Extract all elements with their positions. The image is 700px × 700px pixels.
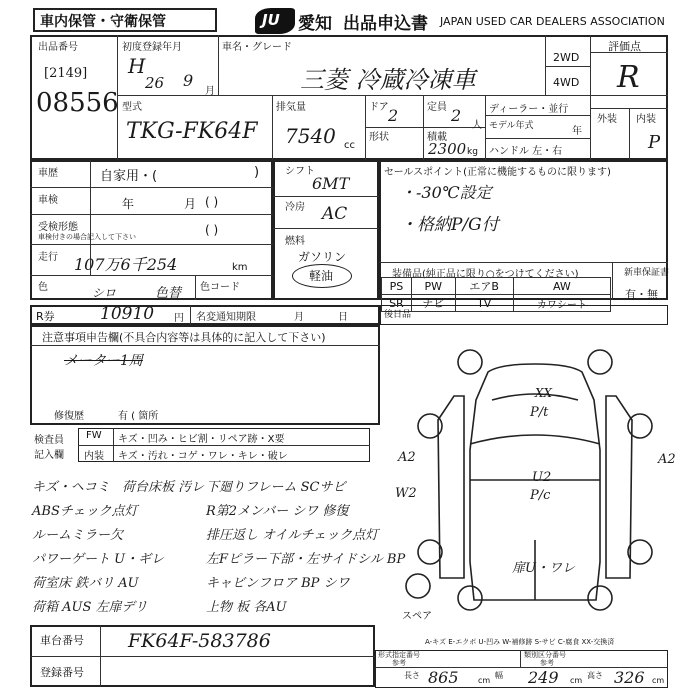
inspector-label2: 記入欄 bbox=[34, 450, 64, 461]
diag-spare: スペア bbox=[402, 611, 432, 622]
load-value: 2300 bbox=[428, 140, 467, 158]
inspection-year: 年 bbox=[122, 197, 135, 211]
spare-wheel bbox=[406, 574, 430, 598]
inspector-nai: 内装 bbox=[84, 451, 104, 462]
inspector-note-0-1: 荷台床板 汚レ bbox=[122, 480, 205, 495]
recycle-unit: 円 bbox=[174, 313, 184, 324]
drive-2wd: 2WD bbox=[553, 51, 580, 64]
model-value: TKG-FK64F bbox=[126, 119, 258, 144]
height-label: 高さ bbox=[587, 671, 603, 680]
color-value2: 色替 bbox=[155, 286, 182, 301]
interior-value: P bbox=[648, 132, 661, 153]
recycle-value: 10910 bbox=[100, 304, 155, 324]
inspector-note-0-0: キズ・ヘコミ bbox=[32, 480, 110, 495]
grade-label: 評価点 bbox=[608, 40, 641, 53]
mileage-unit: km bbox=[232, 262, 248, 273]
transfer-paren: ( ) bbox=[205, 223, 219, 237]
diag-center: U2 bbox=[532, 470, 552, 485]
inspector-note-5-0: 荷箱 AUS 左扉デリ bbox=[32, 600, 148, 615]
reg-number-label: 登録番号 bbox=[40, 666, 84, 679]
length-unit: cm bbox=[478, 676, 491, 685]
registration-year: 26 bbox=[145, 74, 165, 92]
capacity-unit: 人 bbox=[472, 120, 482, 131]
equip-leather: カワシート bbox=[513, 295, 610, 312]
lot-number: 08556 bbox=[36, 88, 119, 118]
fuel-label: 燃料 bbox=[285, 236, 305, 247]
remarks-label: 後日品 bbox=[384, 310, 412, 320]
inspector-note-4-2: キャビンフロア BP シワ bbox=[206, 576, 350, 591]
notes-label: 注意事項申告欄(不具合内容等は具体的に記入して下さい) bbox=[42, 331, 326, 344]
chassis-label: 車台番号 bbox=[40, 634, 84, 647]
doors-value: 2 bbox=[388, 106, 399, 125]
brand-name: 愛知 bbox=[298, 14, 332, 34]
doors-label: ドア bbox=[369, 102, 389, 113]
diag-left2: W2 bbox=[395, 486, 417, 501]
handle-label: ハンドル 左・右 bbox=[489, 146, 563, 157]
warranty-value: 有・無 bbox=[625, 288, 658, 301]
shift-label: シフト bbox=[285, 166, 315, 177]
length-value: 865 bbox=[428, 668, 459, 687]
inspection-month: 月 bbox=[184, 197, 197, 211]
model-year-label: モデル年式 bbox=[489, 121, 534, 131]
mileage-label: 走行 bbox=[38, 252, 58, 263]
inspector-fw: FW bbox=[86, 430, 102, 441]
tax-label: 名変通知期限 bbox=[196, 312, 256, 323]
shift-value: 6MT bbox=[312, 174, 350, 193]
model-year-suffix: 年 bbox=[572, 126, 582, 137]
aircon-value: AC bbox=[322, 204, 348, 224]
inspector-note-5-2: 上物 板 各AU bbox=[206, 600, 287, 615]
load-label: 積載 bbox=[427, 132, 447, 143]
tax-day: 日 bbox=[338, 312, 348, 323]
tax-month: 月 bbox=[294, 312, 304, 323]
diag-left: A2 bbox=[398, 450, 416, 465]
transfer-label: 受検形態 bbox=[38, 222, 78, 233]
form-title: 出品申込書 bbox=[343, 14, 428, 34]
fuel-selected: 軽油 bbox=[309, 269, 334, 283]
registration-month-unit: 月 bbox=[205, 86, 215, 97]
vehicle-label: 車名・グレード bbox=[222, 42, 292, 53]
wheel-rl bbox=[418, 540, 442, 564]
interior-label: 内装 bbox=[636, 114, 656, 125]
equip-airbag: エアB bbox=[455, 278, 513, 295]
length-label: 長さ bbox=[404, 671, 420, 680]
inspector-note-3-2: 左Fピラー下部・左サイドシル BP bbox=[206, 552, 406, 567]
registration-month: 9 bbox=[183, 71, 194, 90]
inspector-note-2-0: ルームミラー欠 bbox=[32, 528, 124, 543]
equip-aw: AW bbox=[513, 278, 610, 295]
recycle-label: R券 bbox=[36, 310, 55, 323]
color-code-label: 色コード bbox=[200, 282, 240, 293]
chassis-value: FK64F-583786 bbox=[128, 630, 271, 652]
load-unit: kg bbox=[467, 147, 478, 157]
height-unit: cm bbox=[652, 676, 665, 685]
inspector-note-1-0: ABSチェック点灯 bbox=[32, 504, 138, 519]
model-label: 型式 bbox=[122, 102, 142, 113]
repair-value: 有 ( 箇所 bbox=[118, 411, 159, 422]
category-ref: 参考 bbox=[540, 659, 554, 667]
fuel-options: ガソリン bbox=[298, 250, 347, 264]
capacity-label: 定員 bbox=[427, 102, 447, 113]
height-value: 326 bbox=[614, 668, 645, 687]
displacement-unit: cc bbox=[344, 140, 355, 151]
equip-sr: SR bbox=[382, 295, 412, 312]
diag-center2: P/c bbox=[530, 488, 551, 503]
registration-label: 初度登録年月 bbox=[122, 42, 182, 53]
designation-label: 形式指定番号 bbox=[378, 651, 420, 659]
grade-value: R bbox=[617, 60, 640, 95]
remarks-box bbox=[380, 305, 668, 325]
registration-era: H bbox=[128, 54, 146, 78]
inspector-fw-text: キズ・凹み・ヒビ割・リペア跡・X要 bbox=[118, 434, 285, 445]
displacement-value: 7540 bbox=[285, 124, 336, 148]
wheel-rr bbox=[628, 540, 652, 564]
width-label: 幅 bbox=[495, 671, 503, 680]
vehicle-name: 三菱 冷蔵冷凍車 bbox=[300, 66, 476, 94]
inspector-note-0-2: 下廻りフレーム SCサビ bbox=[206, 480, 346, 495]
inspector-label1: 検査員 bbox=[34, 435, 64, 446]
category-label: 類別区分番号 bbox=[524, 651, 566, 659]
sales-label: セールスポイント(正常に機能するものに限ります) bbox=[384, 167, 611, 178]
inspector-note-4-0: 荷室床 鉄バリ AU bbox=[32, 576, 139, 591]
inspector-note-2-2: 排圧返し オイルチェック点灯 bbox=[206, 528, 379, 543]
repair-label: 修復歴 bbox=[54, 411, 84, 422]
width-value: 249 bbox=[528, 668, 559, 687]
lot-sub: [2149] bbox=[44, 66, 88, 81]
transfer-sub: 車検付きの場合記入して下さい bbox=[38, 233, 136, 241]
history-close: ) bbox=[254, 165, 260, 180]
inspector-note-3-0: パワーゲート U・ギレ bbox=[32, 552, 164, 567]
drive-4wd: 4WD bbox=[553, 76, 580, 89]
warranty-label: 新車保証書 bbox=[624, 268, 670, 278]
dealer-label: ディーラー・並行 bbox=[489, 104, 569, 115]
color-label: 色 bbox=[38, 282, 48, 293]
color-value: シロ bbox=[92, 286, 117, 300]
lot-label: 出品番号 bbox=[38, 42, 78, 53]
width-unit: cm bbox=[570, 676, 583, 685]
history-value: 自家用・( bbox=[100, 169, 158, 184]
inspection-label: 車検 bbox=[38, 195, 58, 206]
notes-value: メーター1周 bbox=[64, 353, 143, 369]
shape-label: 形状 bbox=[369, 132, 389, 143]
inspector-note-1-2: R第2メンバー シワ 修復 bbox=[206, 504, 349, 519]
storage-title: 車内保管・守衛保管 bbox=[40, 14, 166, 30]
wheel-front-left bbox=[458, 350, 482, 374]
exterior-label: 外装 bbox=[597, 114, 617, 125]
wheel-front-right bbox=[588, 350, 612, 374]
logo-text: JU bbox=[262, 11, 280, 29]
equip-pw: PW bbox=[411, 278, 455, 295]
designation-ref: 参考 bbox=[392, 659, 406, 667]
history-label: 車歴 bbox=[38, 168, 58, 179]
diag-top: XX bbox=[535, 386, 553, 400]
sales-line2: ・格納P/G付 bbox=[400, 215, 499, 235]
damage-legend: A-キズ E-エクボ U-凹み W-補修跡 S-サビ C-腐食 XX-交換済 bbox=[425, 638, 615, 646]
wheel-rear-left bbox=[458, 586, 482, 610]
displacement-label: 排気量 bbox=[276, 102, 306, 113]
inspection-paren: ( ) bbox=[205, 195, 219, 209]
equip-tv: TV bbox=[455, 295, 513, 312]
capacity-value: 2 bbox=[451, 106, 462, 125]
association-name: JAPAN USED CAR DEALERS ASSOCIATION bbox=[440, 15, 665, 28]
equip-ps: PS bbox=[382, 278, 412, 295]
mileage-value: 107万6千254 bbox=[74, 255, 178, 274]
diag-right: A2 bbox=[658, 452, 676, 467]
sales-line1: ・-30℃設定 bbox=[400, 183, 492, 202]
diag-top2: P/t bbox=[530, 405, 549, 420]
aircon-label: 冷房 bbox=[285, 202, 305, 213]
wheel-rear-right bbox=[588, 586, 612, 610]
equipment-label: 装備品(純正品に限り○をつけてください) bbox=[392, 269, 579, 280]
truck-cab-line bbox=[470, 435, 600, 444]
inspector-nai-text: キズ・汚れ・コゲ・ワレ・キレ・破レ bbox=[118, 451, 288, 462]
equip-navi: ナビ bbox=[411, 295, 455, 312]
diag-rear: 扉U・ワレ bbox=[512, 561, 575, 576]
